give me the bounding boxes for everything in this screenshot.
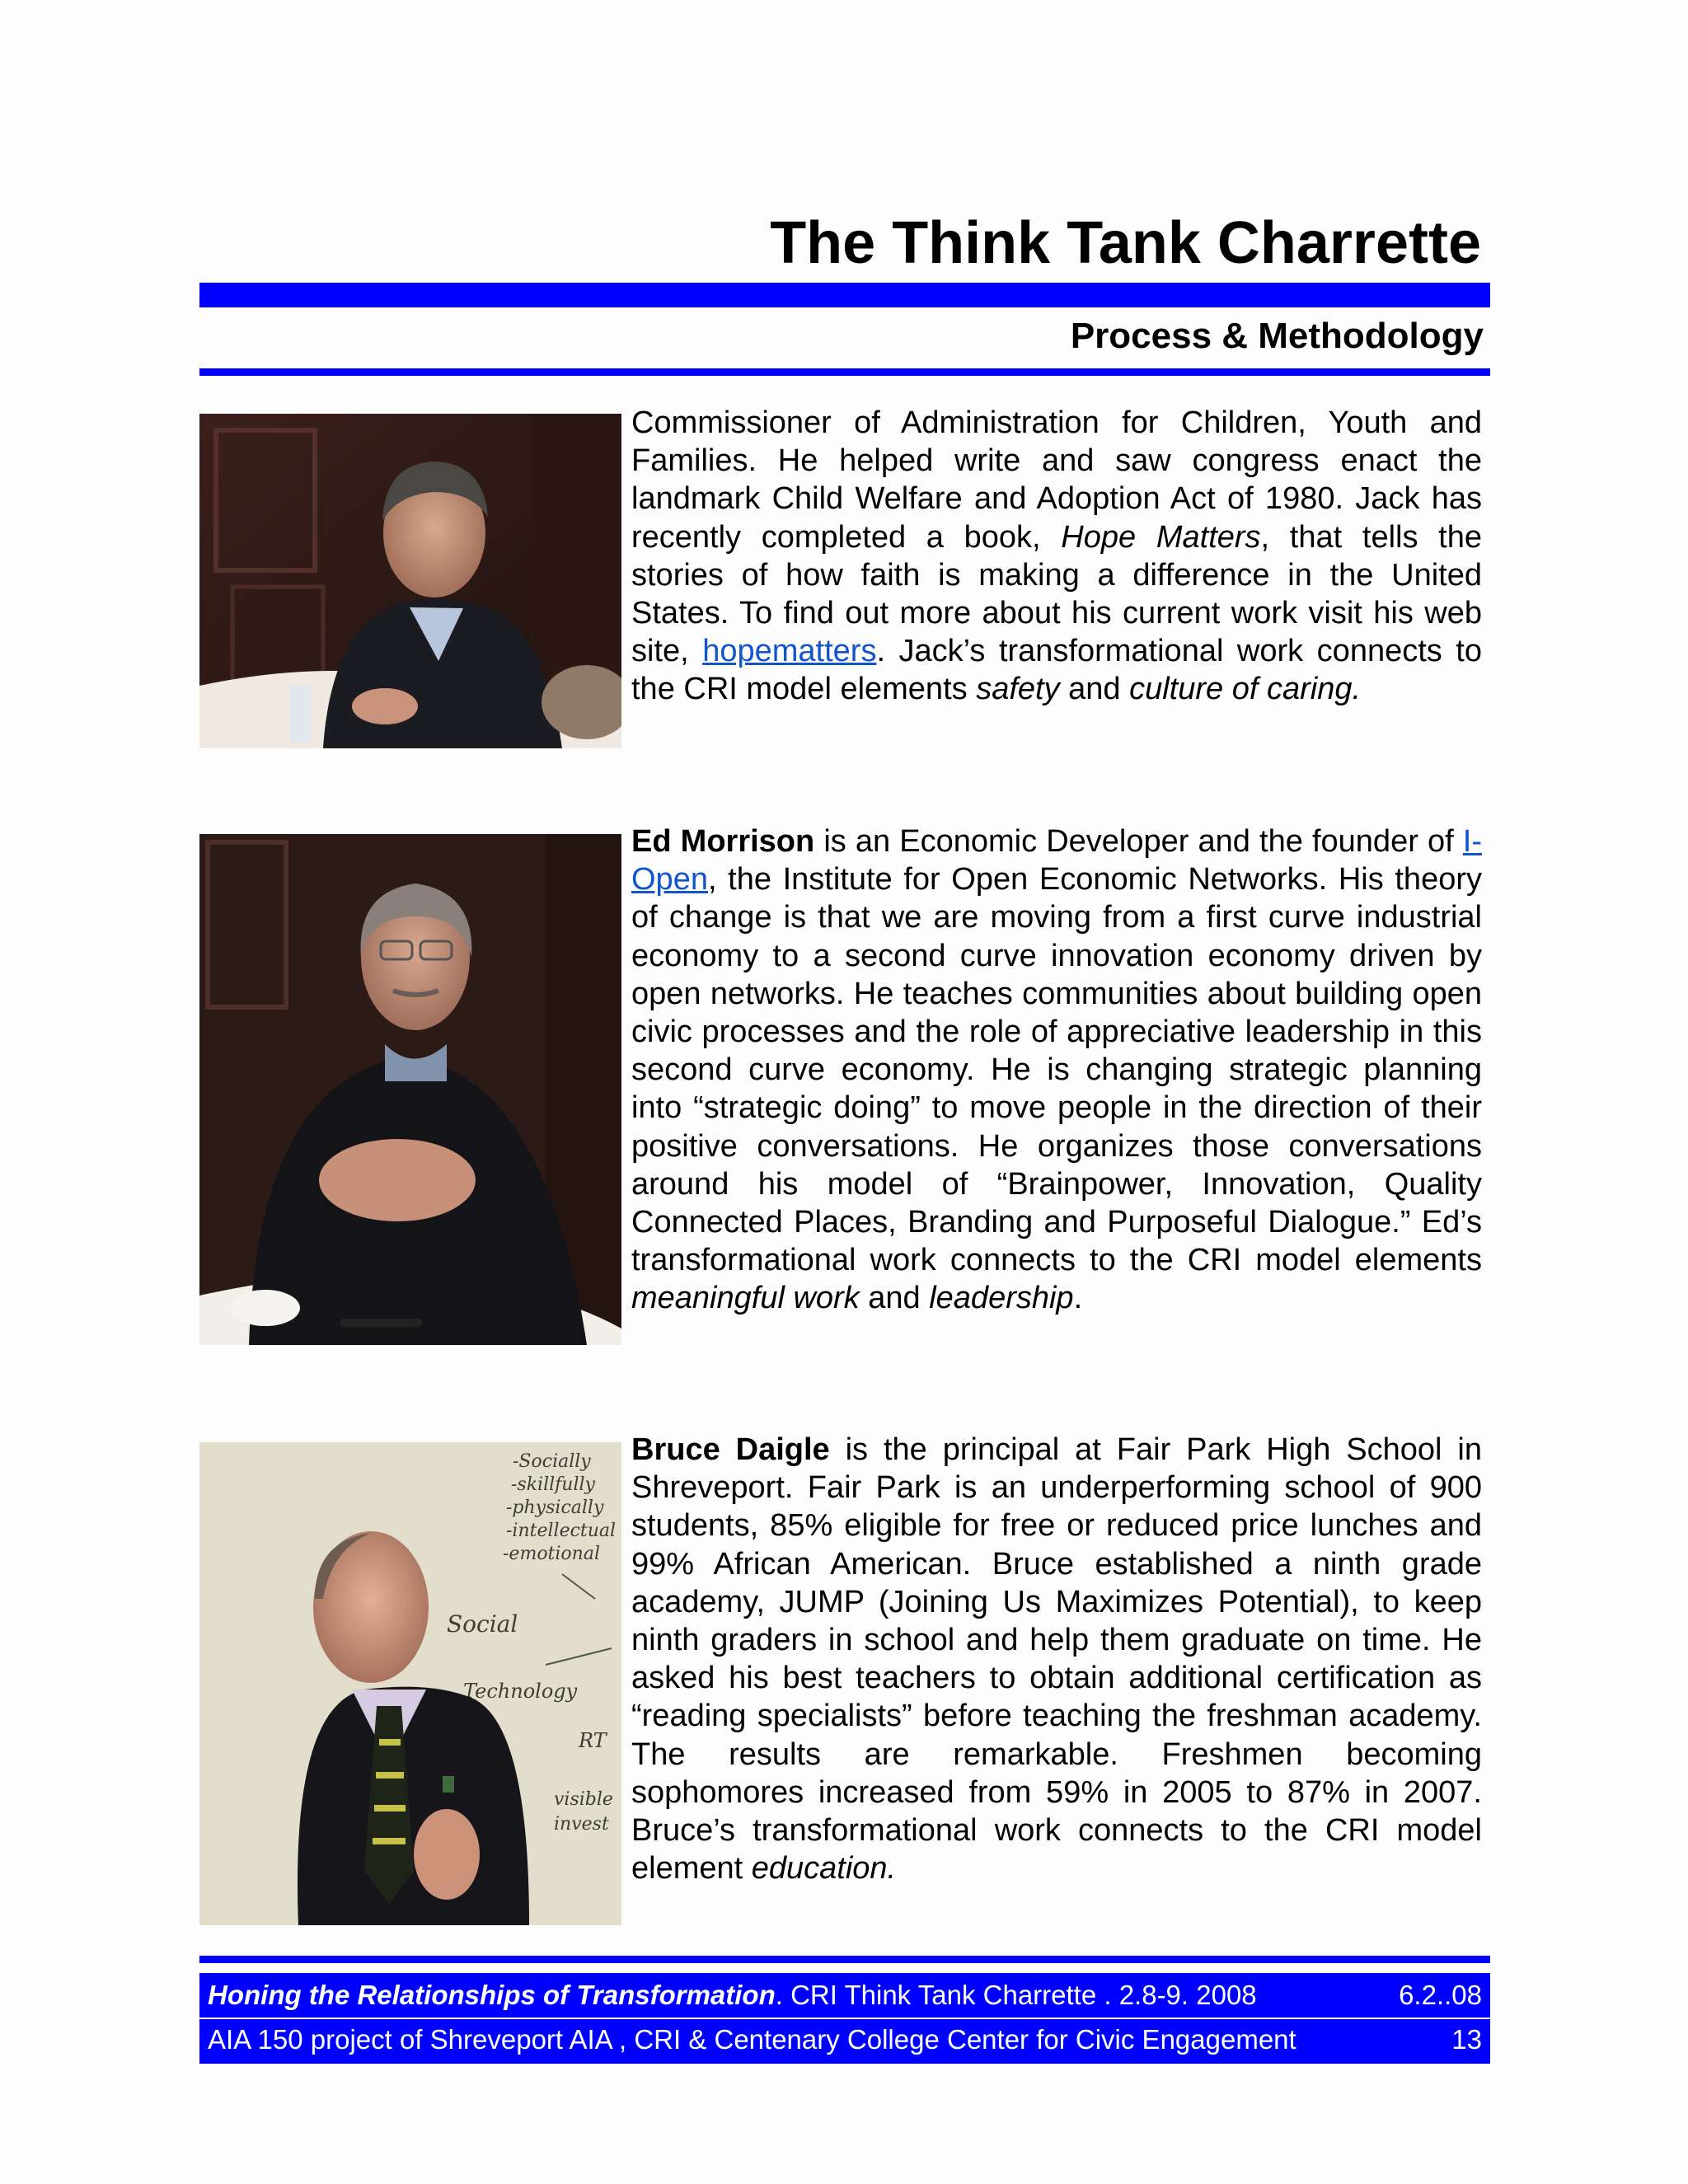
bio-text: . Jack’s transformational work connects to the CRI model elements — [631, 634, 1482, 707]
publication-title: Honing the Relationships of Transformation — [208, 1980, 776, 2010]
svg-text:-Socially: -Socially — [513, 1451, 591, 1472]
svg-text:Social: Social — [447, 1610, 518, 1638]
person-name: Bruce Daigle — [631, 1432, 830, 1467]
cri-element: culture of caring. — [1129, 672, 1362, 707]
bio-text: is an Economic Developer and the founder of — [814, 824, 1463, 859]
bruce-daigle-bio — [631, 1431, 1482, 1887]
book-title: Hope Matters — [1061, 519, 1261, 555]
cri-element: meaningful work — [631, 1281, 860, 1316]
jack-photo — [199, 414, 621, 748]
person-name: Ed Morrison — [631, 824, 815, 859]
svg-text:RT: RT — [579, 1729, 607, 1752]
cri-element: education. — [751, 1851, 897, 1886]
cri-element: leadership — [929, 1281, 1074, 1316]
event-info: . CRI Think Tank Charrette . 2.8-9. 2008 — [775, 1980, 1257, 2010]
ed-morrison-photo — [199, 834, 621, 1345]
svg-text:invest: invest — [554, 1814, 609, 1835]
svg-text:visible: visible — [554, 1789, 613, 1810]
subtitle-rule — [199, 368, 1490, 376]
ed-morrison-bio — [631, 823, 1482, 1318]
project-credit: AIA 150 project of Shreveport AIA , CRI & Centenary College Center for Civic Engagement — [208, 2024, 1296, 2055]
page-number: 13 — [1451, 2024, 1482, 2055]
svg-text:Technology: Technology — [463, 1680, 578, 1703]
jack-bio — [631, 404, 1482, 709]
bruce-daigle-photo — [199, 1442, 621, 1925]
i-open-link[interactable]: I-Open — [631, 824, 1482, 898]
section-subtitle: Process & Methodology — [1070, 316, 1484, 356]
page-title: The Think Tank Charrette — [770, 210, 1481, 276]
title-rule — [199, 283, 1490, 307]
bio-text: is the principal at Fair Park High School in Shreveport. Fair Park is an underperforming school of 900 students, 85% eligible for free or reduced price lunches and 99% African American. Bruce established a ninth grade academy, JUMP (Joining Us Maximizes Potential), to keep ninth graders in school and help them graduate on time. He asked his best teachers to obtain additional certification as “reading specialists” before teaching the freshman academy. The results are remarkable. Freshmen becoming sophomores increased from 59% in 2005 to 87% in 2007. Bruce’s transformational work connects to the CRI model element — [631, 1432, 1482, 1886]
bio-text: , the Institute for Open Economic Networks. His theory of change is that we are moving from a first curve industrial economy to a second curve innovation economy driven by open networks. He teaches communities about building open civic processes and the role of appreciative leadership in this second curve economy. He is changing strategic planning into “strategic doing” to move people in the direction of their positive conversations. He organizes those conversations around his model of “Brainpower, Innovation, Quality Connected Places, Branding and Purposeful Dialogue.” Ed’s transformational work connects to the CRI model elements — [631, 862, 1482, 1278]
svg-text:-emotional: -emotional — [503, 1544, 601, 1564]
svg-text:-physically: -physically — [506, 1497, 604, 1518]
cri-element: safety — [976, 672, 1060, 707]
footer-credit-row — [208, 2021, 1482, 2059]
bio-text: and — [1059, 672, 1130, 707]
svg-text:-skillfully: -skillfully — [511, 1474, 595, 1495]
bio-text: and — [859, 1281, 930, 1316]
page-footer — [199, 1973, 1490, 2064]
bio-text: , that tells the stories of how faith is making a difference in the United States. To find out more about his current work visit his web site, — [631, 519, 1483, 669]
hopematters-link[interactable]: hopematters — [702, 634, 877, 669]
footer-divider — [199, 2018, 1490, 2019]
svg-text:-intellectual: -intellectual — [506, 1521, 617, 1541]
footer-rule — [199, 1956, 1490, 1963]
footer-citation-row — [208, 1976, 1482, 2014]
bio-text: Commissioner of Administration for Children, Youth and Families. He helped write and saw congress enact the landmark Child Welfare and Adoption Act of 1980. Jack has recently completed a book, — [631, 405, 1482, 555]
bio-text: . — [1073, 1281, 1083, 1316]
footer-date: 6.2..08 — [1399, 1980, 1482, 2010]
